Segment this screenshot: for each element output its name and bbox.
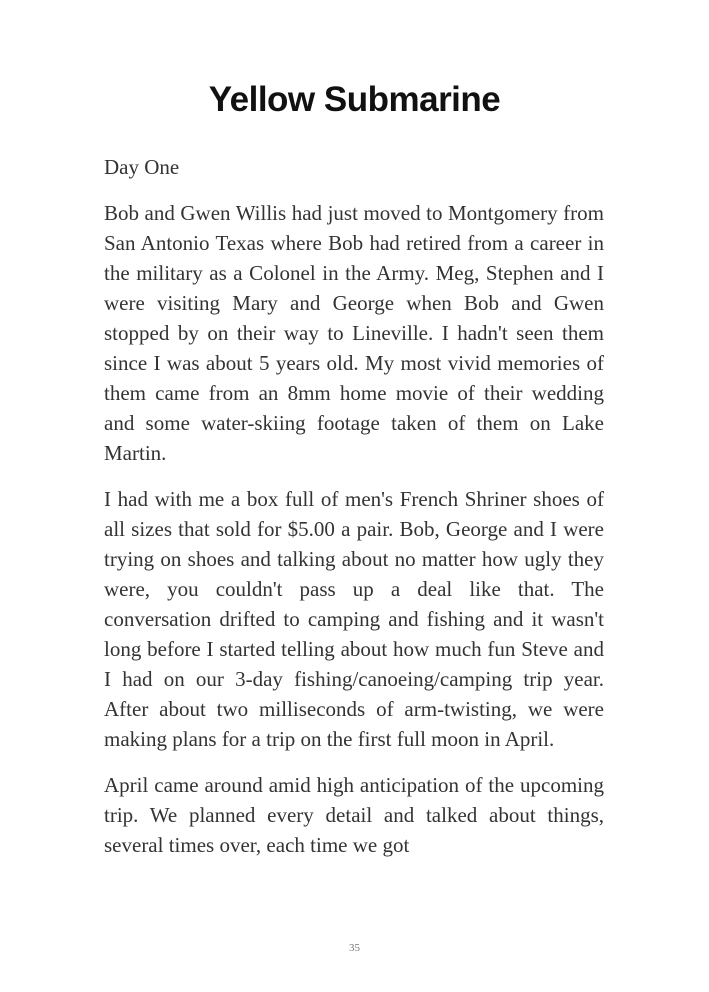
page-number: 35: [349, 942, 360, 954]
chapter-title: Yellow Submarine: [208, 80, 501, 119]
section-heading: Day One: [104, 155, 180, 179]
paragraph-3: April came around amid high anticipation of the upcoming trip. We planned every detail and talked about things, several times over, each time we got: [104, 773, 604, 857]
paragraph-1: Bob and Gwen Willis had just moved to Montgomery from San Antonio Texas where Bob had retired from a career in the military as a Colonel in the Army. Meg, Stephen and I were visiting Mary and George when Bob and Gwen stopped by on their way to Lineville. I hadn't seen them since I was about 5 years old. My most vivid memories of them came from an 8mm home movie of their wedding and some water-skiing footage taken of them on Lake Martin.: [104, 201, 604, 465]
paragraph-2: I had with me a box full of men's French Shriner shoes of all sizes that sold for $5.00 a pair. Bob, George and I were trying on shoes and talking about no matter how ugly they were, you couldn't pass up a deal like that. The conversation drifted to camping and fishing and it wasn't long before I started telling about how much fun Steve and I had on our 3-day fishing/canoeing/camping trip year. After about two milliseconds of arm-twisting, we were making plans for a trip on the first full moon in April.: [104, 487, 604, 751]
chapter-body: [104, 152, 604, 876]
